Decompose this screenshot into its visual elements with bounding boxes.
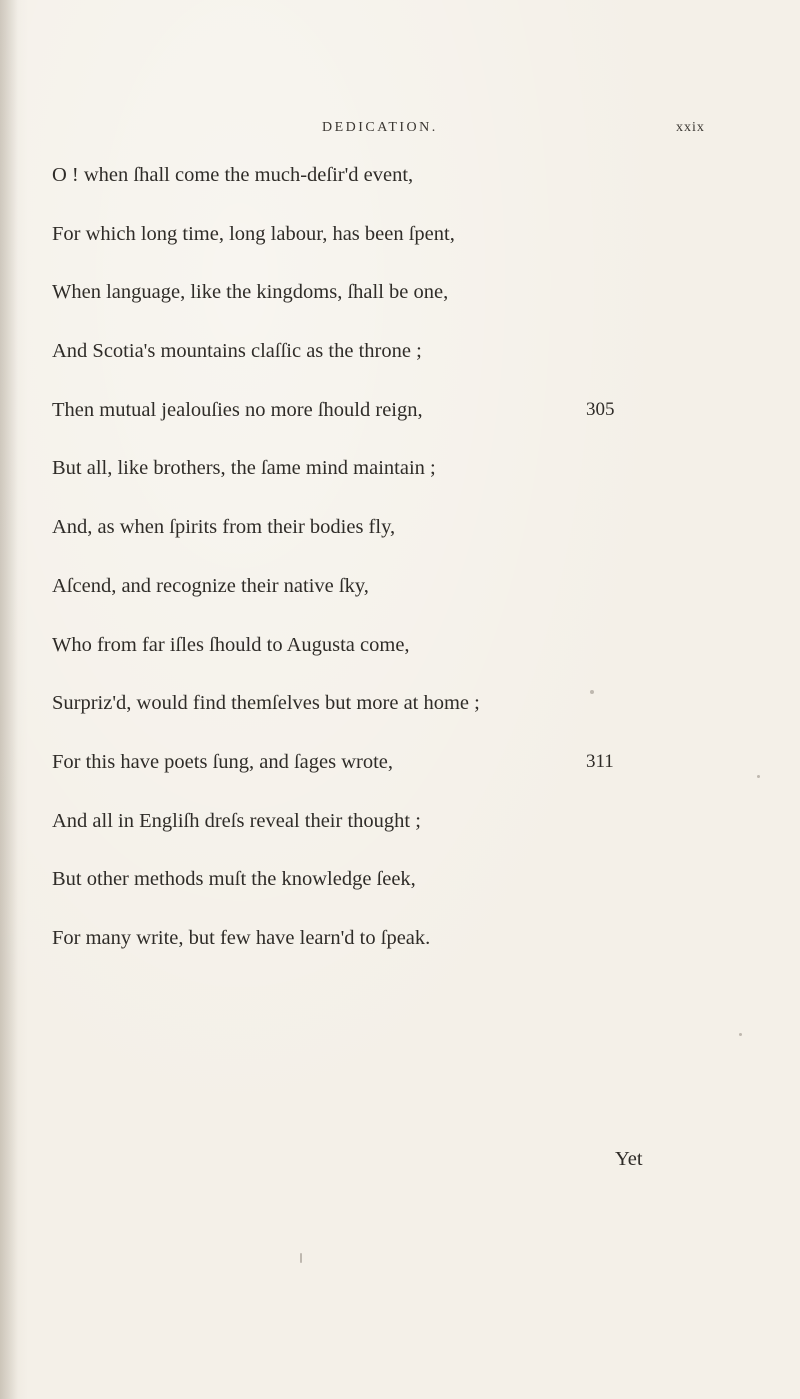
verse-line-text: Then mutual jealouſies no more ſhould reign,	[52, 398, 423, 421]
verse-line	[52, 275, 752, 334]
paper-speck	[300, 1253, 302, 1263]
verse-line	[52, 686, 752, 745]
verse-line-text: And all in Engliſh dreſs reveal their thought ;	[52, 809, 421, 832]
verse-line-text: For which long time, long labour, has been ſpent,	[52, 222, 455, 245]
verse-line	[52, 745, 752, 804]
verse-line	[52, 393, 752, 452]
verse-line	[52, 921, 752, 980]
verse-line	[52, 334, 752, 393]
verse-line	[52, 217, 752, 276]
verse-line-text: For many write, but few have learn'd to ſpeak.	[52, 926, 431, 949]
verse-line-text: But other methods muſt the knowledge ſeek,	[52, 868, 416, 891]
page-number: xxix	[676, 120, 705, 135]
verse-line	[52, 862, 752, 921]
verse-line	[52, 804, 752, 863]
line-number: 305	[586, 398, 615, 420]
verse-line-text: Aſcend, and recognize their native ſky,	[52, 574, 369, 597]
verse-line	[52, 569, 752, 628]
verse-line	[52, 158, 752, 217]
verse-line-text: Who from far iſles ſhould to Augusta come,	[52, 633, 410, 656]
verse-line-text: But all, like brothers, the ſame mind maintain ;	[52, 457, 436, 480]
verse-line-text: Surpriz'd, would find themſelves but more at home ;	[52, 692, 480, 715]
paper-speck	[757, 775, 760, 778]
verse-line-text: O ! when ſhall come the much-deſir'd event,	[52, 164, 414, 186]
verse-line	[52, 510, 752, 569]
verse-line-text: When language, like the kingdoms, ſhall be one,	[52, 281, 449, 304]
catchword: Yet	[615, 1148, 643, 1170]
verse-line	[52, 628, 752, 687]
verse-line	[52, 451, 752, 510]
verse-line-text: And Scotia's mountains claſſic as the throne ;	[52, 340, 422, 363]
line-number: 311	[586, 750, 614, 772]
running-head: DEDICATION.	[322, 120, 438, 135]
verse-line-text: And, as when ſpirits from their bodies fly,	[52, 516, 396, 539]
verse-block	[52, 158, 752, 980]
paper-speck	[739, 1033, 742, 1036]
page-header	[0, 120, 800, 142]
paper-speck	[590, 690, 594, 694]
binding-shadow	[0, 0, 18, 1399]
verse-line-text: For this have poets ſung, and ſages wrote,	[52, 750, 394, 773]
